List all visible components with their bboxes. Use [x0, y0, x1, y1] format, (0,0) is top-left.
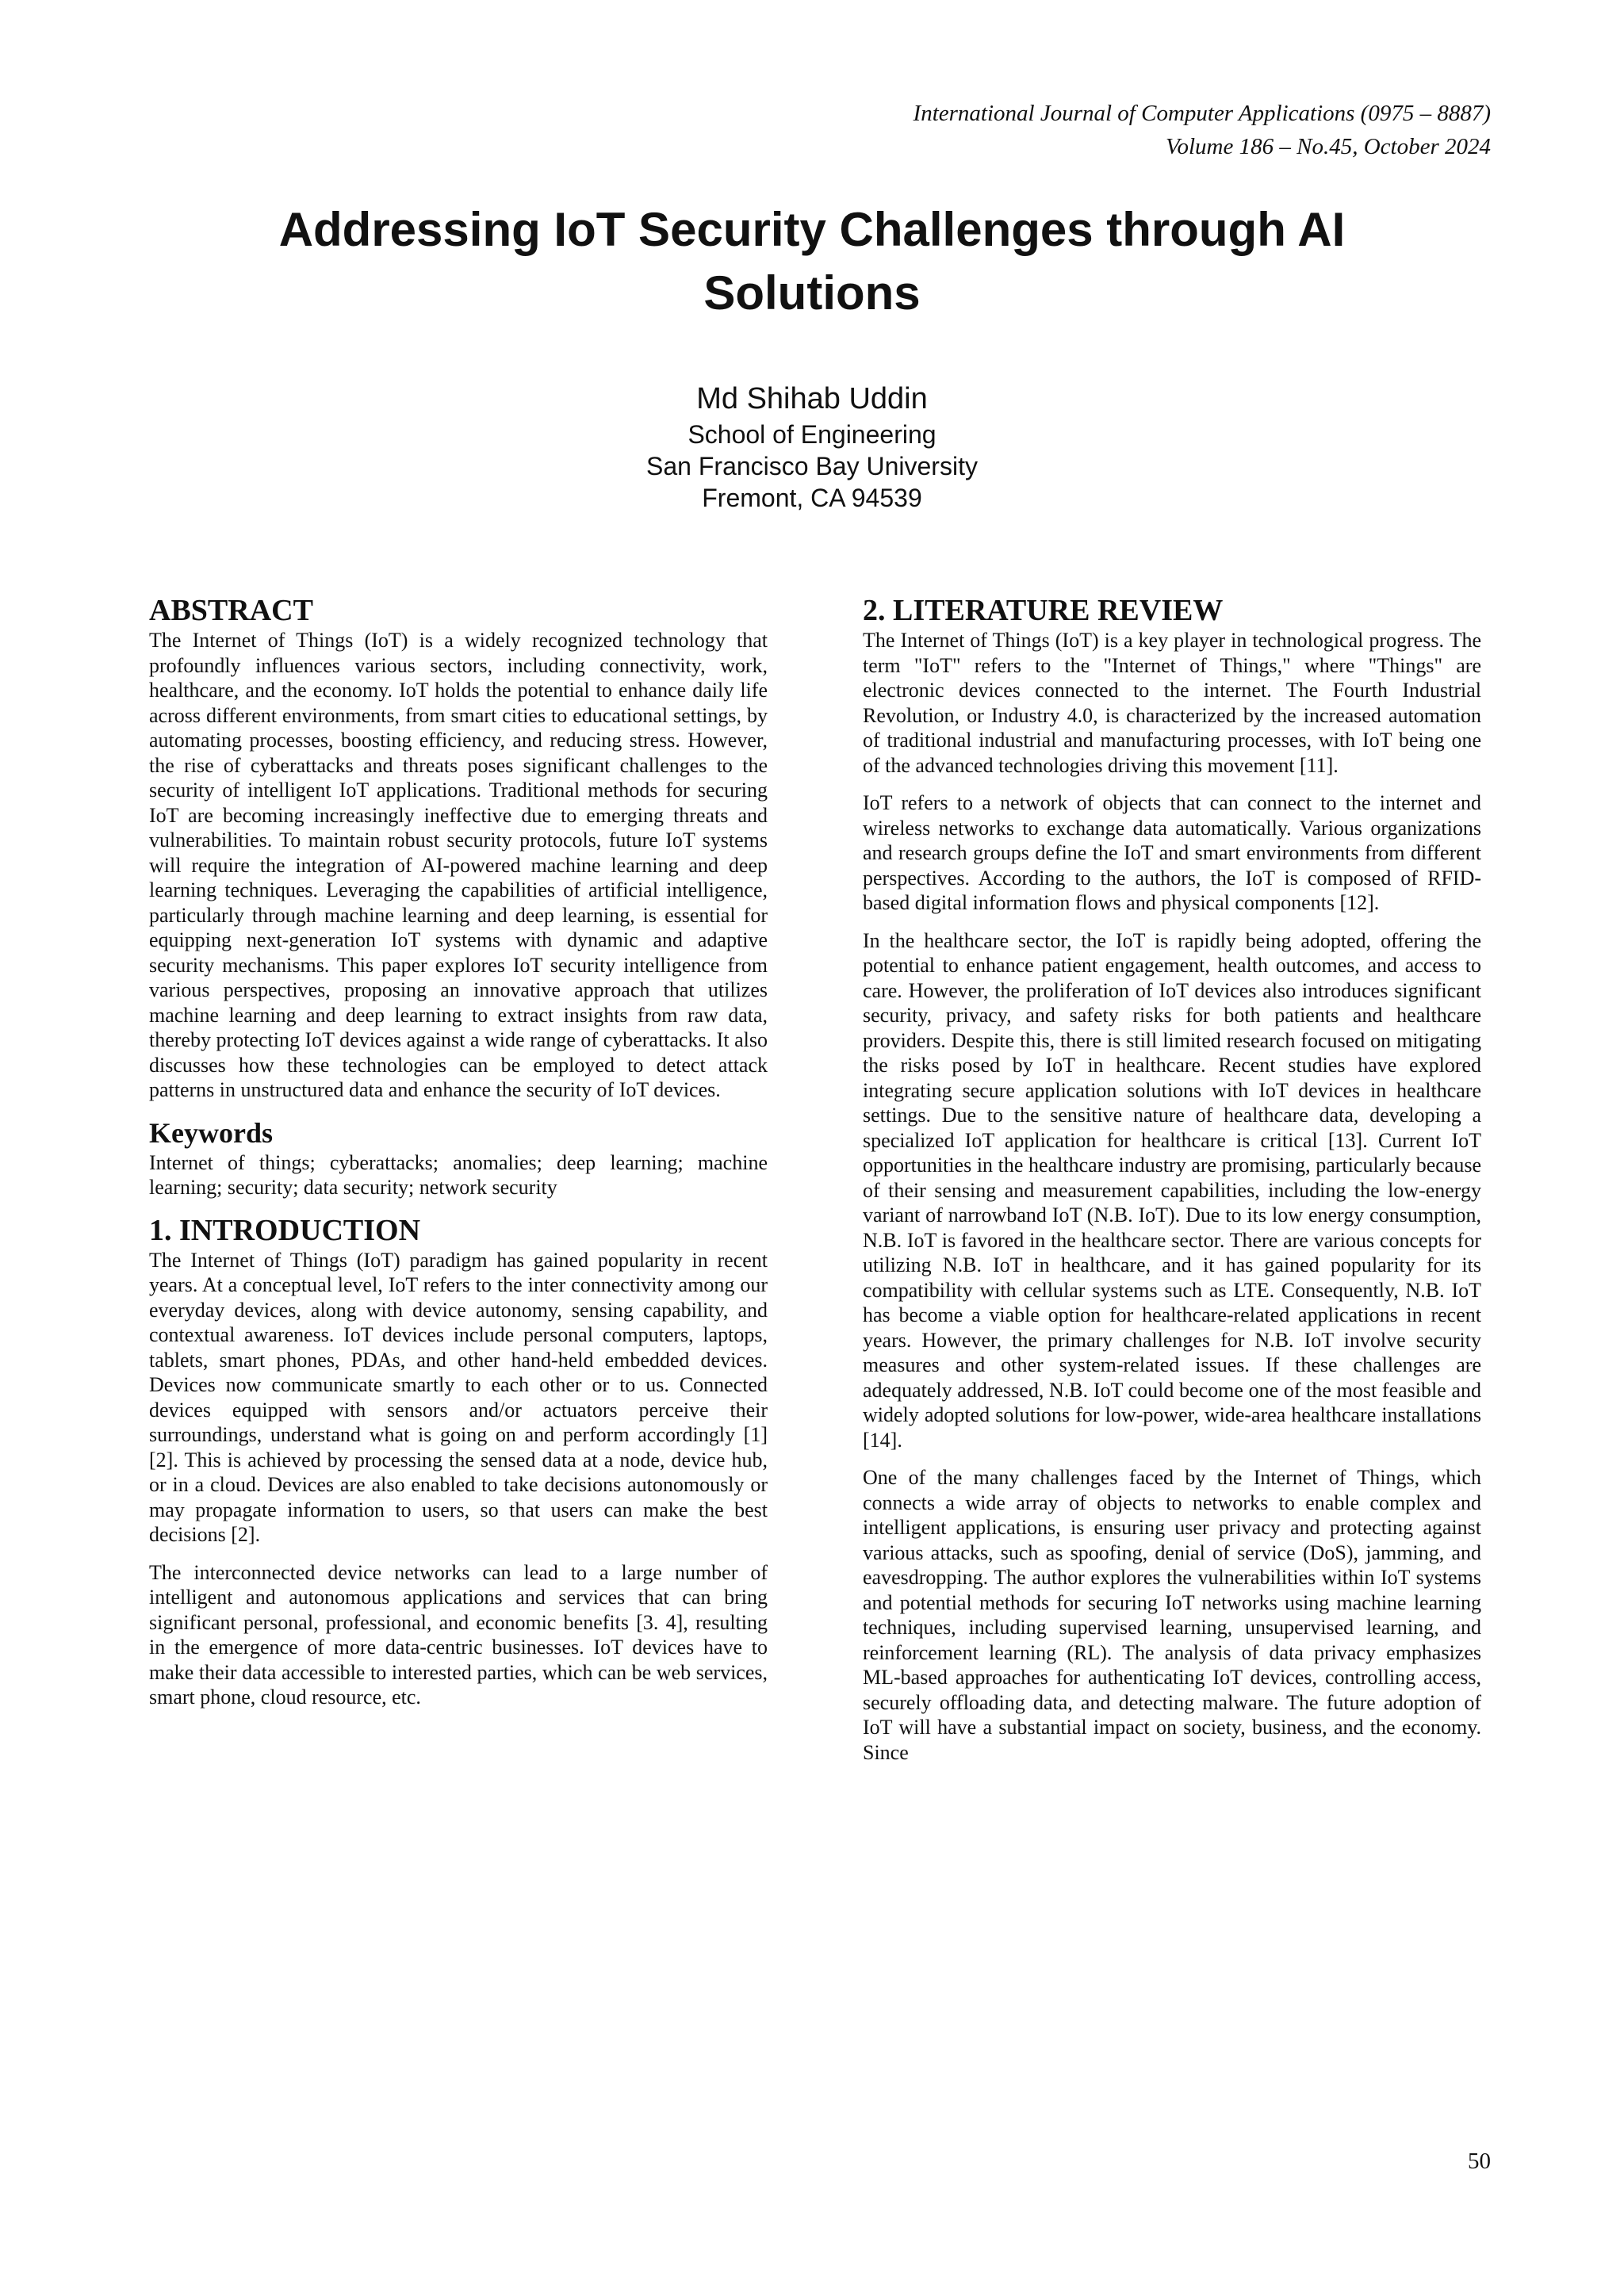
abstract-heading: ABSTRACT [149, 594, 313, 627]
author-university: San Francisco Bay University [646, 452, 978, 480]
paper-title: Addressing IoT Security Challenges through AI Solutions [278, 203, 1346, 320]
page-number: 50 [1468, 2149, 1491, 2174]
right-column [863, 593, 1481, 1777]
literature-paragraph-2: IoT refers to a network of objects that can connect to the internet and wireless networks to exchange data automatically. Various organizations and research groups define the IoT and smart environments from different perspectives. According to the authors, the IoT is composed of RFID-based digital information flows and physical components [12]. [863, 791, 1481, 914]
literature-paragraph-4: One of the many challenges faced by the Internet of Things, which connects a wide array of objects to networks to enable complex and intelligent applications, is ensuring user privacy and protecting against various attacks, such as spoofing, denial of service (DoS), jamming, and eavesdropping. The author explores the vulnerabilities within IoT systems and potential methods for securing IoT networks using machine learning techniques, including supervised learning, unsupervised learning, and reinforcement learning (RL). The analysis of data privacy emphasizes ML-based approaches for authenticating IoT devices, controlling access, securely offloading data, and detecting malware. The future adoption of IoT will have a substantial impact on society, business, and the economy. Since [863, 1466, 1481, 1764]
author-location: Fremont, CA 94539 [702, 484, 922, 512]
literature-paragraph-1: The Internet of Things (IoT) is a key player in technological progress. The term "IoT" refers to the "Internet of Things," where "Things" are electronic devices connected to the internet. The Fourth Industrial Revolution, or Industry 4.0, is characterized by the increased automation of traditional industrial and manufacturing processes, with IoT being one of the advanced technologies driving this movement [11]. [863, 629, 1481, 777]
introduction-paragraph-1: The Internet of Things (IoT) paradigm has gained popularity in recent years. At a conceptual level, IoT refers to the inter connectivity among our everyday devices, along with device autonomy, sensing capability, and contextual awareness. IoT devices include personal computers, laptops, tablets, smart phones, PDAs, and other hand-held embedded devices. Devices now communicate smartly to each other or to us. Connected devices equipped with sensors and/or actuators perceive their surroundings, understand what is going on and perform accordingly [1] [2]. This is achieved by processing the sensed data at a node, device hub, or in a cloud. Devices are also enabled to take decisions autonomously or may propagate information to users, so that users can make the best decisions [2]. [149, 1248, 768, 1546]
journal-volume: Volume 186 – No.45, October 2024 [1166, 134, 1491, 159]
introduction-paragraph-2: The interconnected device networks can lead to a large number of intelligent and autonomous applications and services that can bring significant personal, professional, and economic benefits [3. 4], resulting in the emergence of more data-centric businesses. IoT devices have to make their data accessible to interested parties, which can be web services, smart phone, cloud resource, etc. [149, 1560, 768, 1709]
left-column [149, 593, 768, 1723]
author-block [416, 379, 1208, 514]
literature-paragraph-3: In the healthcare sector, the IoT is rapidly being adopted, offering the potential to enhance patient engagement, health outcomes, and access to care. However, the proliferation of IoT devices also introduces significant security, privacy, and safety risks for both patients and healthcare providers. Despite this, there is still limited research focused on mitigating the risks posed by IoT in healthcare. Recent studies have explored integrating secure application solutions with IoT devices in healthcare settings. Due to the sensitive nature of healthcare data, developing a specialized IoT application for healthcare is critical [13]. Current IoT opportunities in the healthcare industry are promising, particularly because of their sensing and measurement capabilities, including the low-energy variant of narrowband IoT (N.B. IoT). Due to its low energy consumption, N.B. IoT is favored in the healthcare sector. There are various concepts for utilizing N.B. IoT in healthcare, and it has gained popularity for its compatibility with cellular systems such as LTE. Consequently, N.B. IoT has become a viable option for healthcare-related applications in recent years. However, the primary challenges for N.B. IoT involve security measures and other system-related issues. If these challenges are adequately addressed, N.B. IoT could become one of the most feasible and widely adopted solutions for low-power, wide-area healthcare installations [14]. [863, 928, 1481, 1452]
journal-name: International Journal of Computer Applications (0975 – 8887) [913, 101, 1491, 126]
journal-header [914, 97, 1491, 163]
literature-review-heading: 2. LITERATURE REVIEW [863, 594, 1224, 627]
introduction-heading: 1. INTRODUCTION [149, 1213, 421, 1247]
author-school: School of Engineering [688, 420, 936, 449]
author-name: Md Shihab Uddin [696, 382, 928, 415]
keywords-heading: Keywords [149, 1116, 273, 1149]
abstract-text: The Internet of Things (IoT) is a widely recognized technology that profoundly influences various sectors, including connectivity, work, healthcare, and the economy. IoT holds the potential to enhance daily life across different environments, from smart cities to educational settings, by automating processes, boosting efficiency, and reducing stress. However, the rise of cyberattacks and threats poses significant challenges to the security of intelligent IoT applications. Traditional methods for securing IoT are becoming increasingly ineffective due to emerging threats and vulnerabilities. To maintain robust security protocols, future IoT systems will require the integration of AI-powered machine learning and deep learning techniques. Leveraging the capabilities of artificial intelligence, particularly through machine learning and deep learning, is essential for equipping next-generation IoT systems with dynamic and adaptive security mechanisms. This paper explores IoT security intelligence from various perspectives, proposing an innovative approach that utilizes machine learning and deep learning to extract insights from raw data, thereby protecting IoT devices against a wide range of cyberattacks. It also discusses how these technologies can be employed to detect attack patterns in unstructured data and enhance the security of IoT devices. [149, 629, 768, 1101]
keywords-text: Internet of things; cyberattacks; anomalies; deep learning; machine learning; security; data security; network security [149, 1150, 768, 1199]
